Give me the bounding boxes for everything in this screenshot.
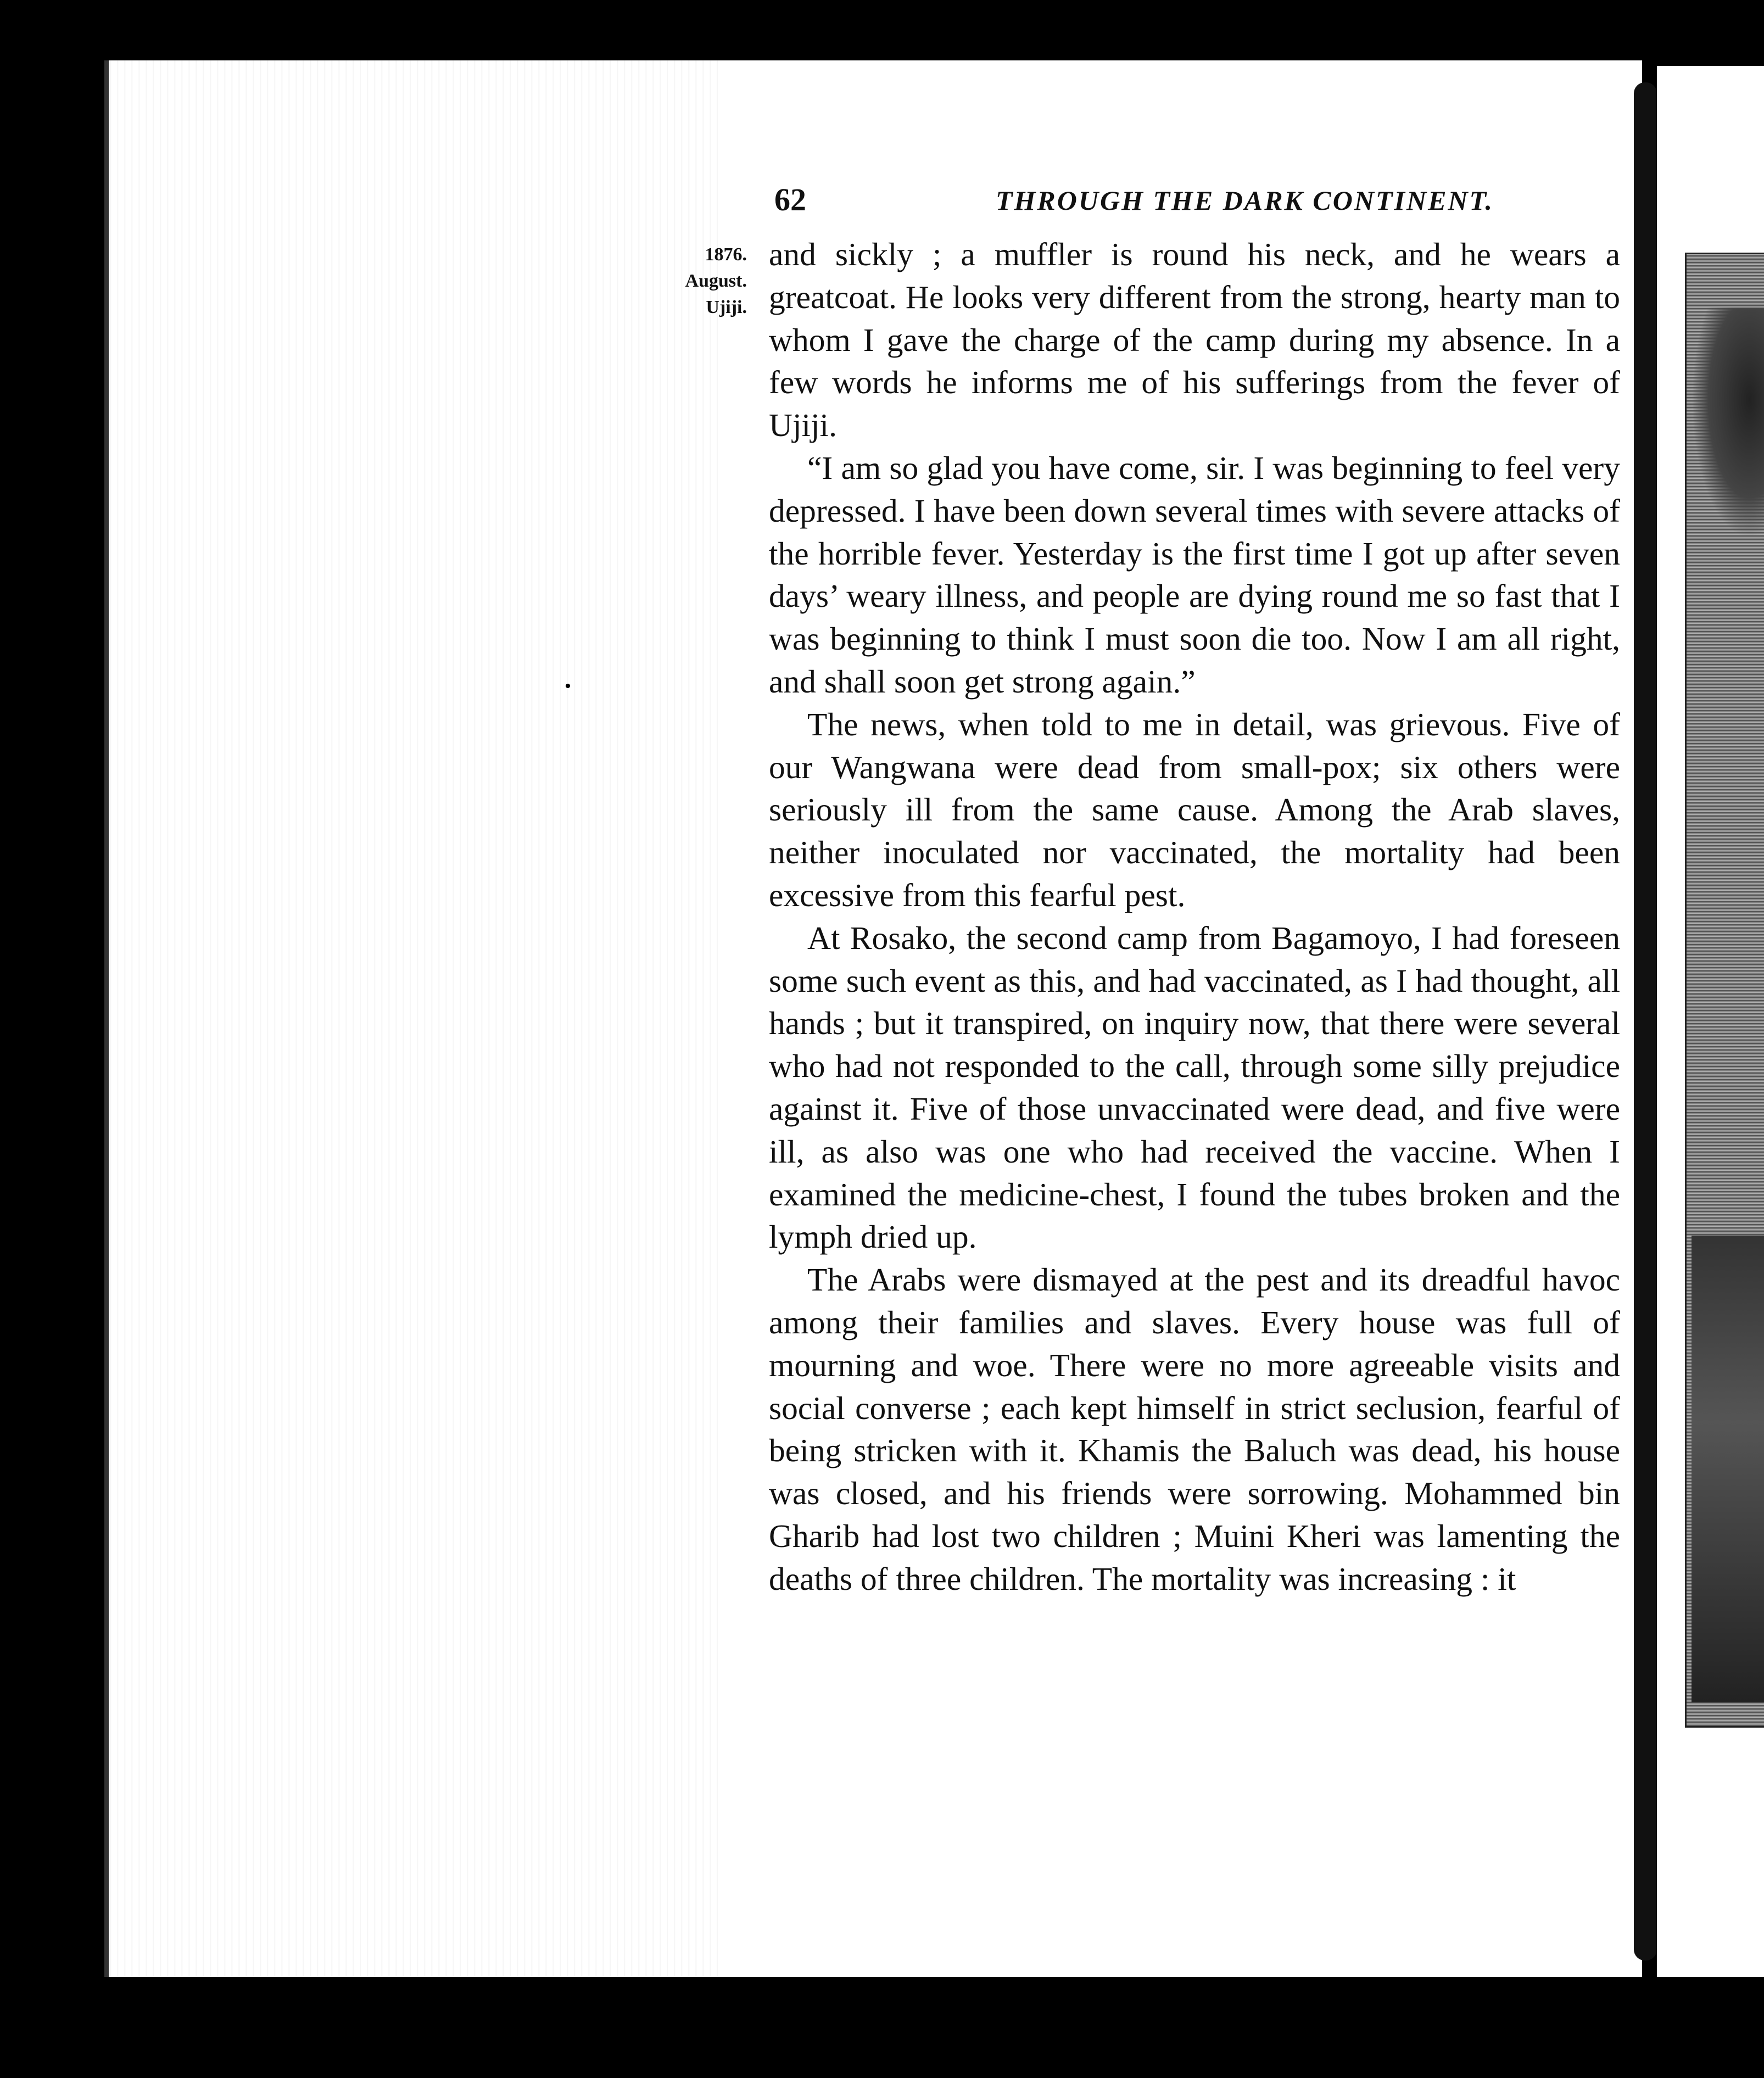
- engraving-ground: [1692, 1236, 1764, 1702]
- paragraph-3: The news, when told to me in detail, was grievous. Five of our Wangwana were dead from small-pox; six others were seriously ill from the same cause. Among the Arab slaves, neither inoculated nor vaccinated, the mortality had been excessive from this fearful pest.: [769, 706, 1620, 913]
- side-note-month: August.: [685, 271, 747, 291]
- running-head: [774, 181, 1494, 220]
- book-gutter: [1634, 82, 1657, 1960]
- speck-mark: [566, 684, 570, 688]
- body-text: [769, 233, 1620, 1601]
- edge-mark: [49, 1691, 85, 1763]
- paragraph-1: and sickly ; a muffler is round his neck, and he wears a greatcoat. He looks very different from the strong, hearty man to whom I gave the charge of the camp during my absence. In a few words he informs me of his sufferings from the fever of Ujiji.: [769, 236, 1620, 444]
- side-note-year: 1876.: [705, 244, 747, 265]
- engraving-foliage: [1692, 308, 1764, 538]
- paragraph-2: “I am so glad you have come, sir. I was beginning to feel very depressed. I have been down several times with severe attacks of the horrible fever. Yesterday is the first time I got up after seven days’ weary illness, and people are dying round me so fast that I was beginning to think I must soon die too. Now I am all right, and shall soon get strong again.”: [769, 449, 1620, 700]
- paragraph-5: The Arabs were dismayed at the pest and its dreadful havoc among their families and slaves. Every house was full of mourning and woe. There were no more agreeable visits and social converse ; each kept himself in strict seclusion, fearful of being stricken with it. Khamis the Baluch was dead, his house was closed, and his friends were sorrowing. Mohammed bin Gharib had lost two children ; Muini Kheri was lamenting the deaths of three children. The mortality was increasing : it: [769, 1261, 1620, 1597]
- page-number: 62: [774, 182, 806, 217]
- paragraph-4: At Rosako, the second camp from Bagamoyo, I had foreseen some such event as this, and had vaccinated, as I had thought, all hands ; but it transpired, on inquiry now, that there were several who had not responded to the call, through some silly prejudice against it. Five of those unvaccinated were dead, and five were ill, as also was one who had received the vaccine. When I examined the medicine-chest, I found the tubes broken and the lymph dried up.: [769, 919, 1620, 1255]
- side-note-place: Ujiji.: [706, 297, 747, 317]
- margin-side-note: [648, 242, 747, 321]
- speck-mark: [1384, 2032, 1387, 2035]
- page-edge-shadow: [104, 60, 109, 1977]
- running-title: THROUGH THE DARK CONTINENT.: [995, 185, 1494, 216]
- book-page-edges: [104, 60, 719, 1977]
